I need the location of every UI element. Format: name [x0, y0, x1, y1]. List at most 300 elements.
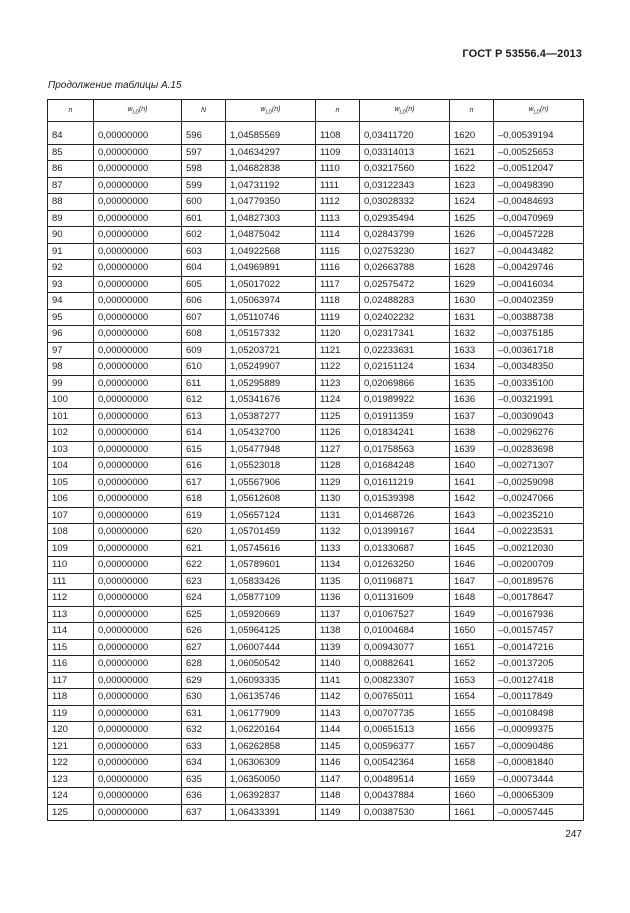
- table-row: [48, 788, 584, 805]
- value-cell: –0,00137205: [494, 656, 584, 673]
- table-row: [48, 738, 584, 755]
- value-cell: –0,00117849: [494, 689, 584, 706]
- value-cell: 1,05249907: [226, 359, 316, 376]
- value-cell: 0,00000000: [94, 408, 182, 425]
- value-cell: –0,00099375: [494, 722, 584, 739]
- value-cell: 0,00000000: [94, 359, 182, 376]
- index-cell: 1129: [316, 474, 360, 491]
- table-row: [48, 524, 584, 541]
- index-cell: 1119: [316, 309, 360, 326]
- value-cell: 0,00000000: [94, 144, 182, 161]
- column-header-subscript: LD: [265, 109, 272, 116]
- index-cell: 1647: [450, 573, 494, 590]
- value-cell: 0,00000000: [94, 705, 182, 722]
- index-cell: 1654: [450, 689, 494, 706]
- value-cell: 0,00000000: [94, 507, 182, 524]
- table-row: [48, 392, 584, 409]
- value-cell: –0,00057445: [494, 804, 584, 821]
- value-cell: –0,00189576: [494, 573, 584, 590]
- table-row: [48, 194, 584, 211]
- index-cell: 1136: [316, 590, 360, 607]
- value-cell: –0,00309043: [494, 408, 584, 425]
- index-cell: 598: [182, 161, 226, 178]
- value-cell: 1,05110746: [226, 309, 316, 326]
- index-cell: 1637: [450, 408, 494, 425]
- index-cell: 1137: [316, 606, 360, 623]
- index-cell: 1127: [316, 441, 360, 458]
- value-cell: 0,01539398: [360, 491, 450, 508]
- index-cell: 1130: [316, 491, 360, 508]
- index-cell: 631: [182, 705, 226, 722]
- value-cell: 0,00000000: [94, 260, 182, 277]
- index-cell: 123: [48, 771, 94, 788]
- index-cell: 106: [48, 491, 94, 508]
- value-cell: 0,00000000: [94, 656, 182, 673]
- standard-header: ГОСТ Р 53556.4—2013: [462, 48, 582, 60]
- index-cell: 633: [182, 738, 226, 755]
- index-cell: 637: [182, 804, 226, 821]
- value-cell: 1,06262858: [226, 738, 316, 755]
- table-row: [48, 540, 584, 557]
- value-cell: 0,03122343: [360, 177, 450, 194]
- value-cell: –0,00416034: [494, 276, 584, 293]
- value-cell: 1,04731192: [226, 177, 316, 194]
- value-cell: 1,05523018: [226, 458, 316, 475]
- index-cell: 1120: [316, 326, 360, 343]
- index-cell: 1651: [450, 639, 494, 656]
- value-cell: 1,05295889: [226, 375, 316, 392]
- value-cell: 0,00000000: [94, 276, 182, 293]
- index-cell: 1148: [316, 788, 360, 805]
- value-cell: 0,00000000: [94, 425, 182, 442]
- index-cell: 609: [182, 342, 226, 359]
- value-cell: 0,00489514: [360, 771, 450, 788]
- value-cell: 1,06135746: [226, 689, 316, 706]
- column-header-7: [450, 100, 494, 122]
- index-cell: 597: [182, 144, 226, 161]
- index-cell: 1110: [316, 161, 360, 178]
- index-cell: 1111: [316, 177, 360, 194]
- index-cell: 625: [182, 606, 226, 623]
- value-cell: 0,00000000: [94, 540, 182, 557]
- index-cell: 1628: [450, 260, 494, 277]
- value-cell: 0,00000000: [94, 738, 182, 755]
- table-row: [48, 672, 584, 689]
- value-cell: 0,00000000: [94, 375, 182, 392]
- value-cell: 1,05341676: [226, 392, 316, 409]
- index-cell: 620: [182, 524, 226, 541]
- index-cell: 1656: [450, 722, 494, 739]
- index-cell: 124: [48, 788, 94, 805]
- index-cell: 85: [48, 144, 94, 161]
- index-cell: 1661: [450, 804, 494, 821]
- value-cell: 1,06392837: [226, 788, 316, 805]
- value-cell: 0,00000000: [94, 573, 182, 590]
- value-cell: –0,00512047: [494, 161, 584, 178]
- value-cell: –0,00457228: [494, 227, 584, 244]
- index-cell: 623: [182, 573, 226, 590]
- value-cell: –0,00065309: [494, 788, 584, 805]
- index-cell: 1636: [450, 392, 494, 409]
- index-cell: 617: [182, 474, 226, 491]
- index-cell: 1655: [450, 705, 494, 722]
- index-cell: 105: [48, 474, 94, 491]
- column-header-symbol: n: [335, 107, 340, 114]
- index-cell: 1624: [450, 194, 494, 211]
- value-cell: 0,00000000: [94, 194, 182, 211]
- index-cell: 1135: [316, 573, 360, 590]
- index-cell: 96: [48, 326, 94, 343]
- index-cell: 1620: [450, 128, 494, 144]
- value-cell: 1,05612608: [226, 491, 316, 508]
- value-cell: 1,05657124: [226, 507, 316, 524]
- value-cell: 0,00000000: [94, 623, 182, 640]
- value-cell: 0,00000000: [94, 161, 182, 178]
- value-cell: 1,05701459: [226, 524, 316, 541]
- value-cell: 0,00000000: [94, 293, 182, 310]
- value-cell: –0,00073444: [494, 771, 584, 788]
- index-cell: 632: [182, 722, 226, 739]
- value-cell: 1,04779350: [226, 194, 316, 211]
- value-cell: 0,03217560: [360, 161, 450, 178]
- value-cell: 0,02663788: [360, 260, 450, 277]
- table-row: [48, 309, 584, 326]
- index-cell: 612: [182, 392, 226, 409]
- index-cell: 600: [182, 194, 226, 211]
- table-header-row: [48, 100, 584, 122]
- value-cell: 0,03411720: [360, 128, 450, 144]
- column-header-symbol: w: [394, 105, 400, 113]
- index-cell: 108: [48, 524, 94, 541]
- value-cell: 1,05920669: [226, 606, 316, 623]
- value-cell: 0,00943077: [360, 639, 450, 656]
- value-cell: 1,05964125: [226, 623, 316, 640]
- table-row: [48, 771, 584, 788]
- index-cell: 115: [48, 639, 94, 656]
- table-row: [48, 177, 584, 194]
- value-cell: 0,00000000: [94, 458, 182, 475]
- value-cell: 0,01989922: [360, 392, 450, 409]
- value-cell: –0,00498390: [494, 177, 584, 194]
- index-cell: 99: [48, 375, 94, 392]
- table-row: [48, 804, 584, 821]
- index-cell: 1149: [316, 804, 360, 821]
- value-cell: 0,00000000: [94, 392, 182, 409]
- value-cell: 1,05745616: [226, 540, 316, 557]
- index-cell: 616: [182, 458, 226, 475]
- page-number: 247: [565, 829, 582, 840]
- index-cell: 1641: [450, 474, 494, 491]
- value-cell: 0,00000000: [94, 672, 182, 689]
- index-cell: 1147: [316, 771, 360, 788]
- index-cell: 1635: [450, 375, 494, 392]
- value-cell: –0,00090486: [494, 738, 584, 755]
- value-cell: –0,00283698: [494, 441, 584, 458]
- value-cell: –0,00388738: [494, 309, 584, 326]
- value-cell: 0,00000000: [94, 771, 182, 788]
- table-row: [48, 689, 584, 706]
- index-cell: 1627: [450, 243, 494, 260]
- table-row: [48, 260, 584, 277]
- index-cell: 1639: [450, 441, 494, 458]
- value-cell: 0,00765011: [360, 689, 450, 706]
- value-cell: 0,00000000: [94, 210, 182, 227]
- table-row: [48, 128, 584, 144]
- value-cell: –0,00108498: [494, 705, 584, 722]
- value-cell: 0,00000000: [94, 326, 182, 343]
- index-cell: 1113: [316, 210, 360, 227]
- value-cell: 1,04969891: [226, 260, 316, 277]
- value-cell: –0,00525653: [494, 144, 584, 161]
- index-cell: 1122: [316, 359, 360, 376]
- value-cell: 0,01611219: [360, 474, 450, 491]
- value-cell: –0,00348350: [494, 359, 584, 376]
- value-cell: –0,00235210: [494, 507, 584, 524]
- index-cell: 111: [48, 573, 94, 590]
- column-header-5: [316, 100, 360, 122]
- index-cell: 1142: [316, 689, 360, 706]
- index-cell: 613: [182, 408, 226, 425]
- index-cell: 1146: [316, 755, 360, 772]
- index-cell: 1138: [316, 623, 360, 640]
- value-cell: 0,03314013: [360, 144, 450, 161]
- value-cell: –0,00157457: [494, 623, 584, 640]
- value-cell: 1,04682838: [226, 161, 316, 178]
- index-cell: 1625: [450, 210, 494, 227]
- index-cell: 627: [182, 639, 226, 656]
- table-row: [48, 458, 584, 475]
- index-cell: 1132: [316, 524, 360, 541]
- index-cell: 1646: [450, 557, 494, 574]
- index-cell: 103: [48, 441, 94, 458]
- value-cell: 0,00000000: [94, 722, 182, 739]
- index-cell: 91: [48, 243, 94, 260]
- value-cell: 0,00000000: [94, 342, 182, 359]
- value-cell: 0,02753230: [360, 243, 450, 260]
- table-row: [48, 210, 584, 227]
- value-cell: 1,06220164: [226, 722, 316, 739]
- value-cell: 0,00000000: [94, 309, 182, 326]
- index-cell: 1644: [450, 524, 494, 541]
- index-cell: 86: [48, 161, 94, 178]
- value-cell: 0,01468726: [360, 507, 450, 524]
- index-cell: 1648: [450, 590, 494, 607]
- value-cell: 1,05477948: [226, 441, 316, 458]
- index-cell: 1638: [450, 425, 494, 442]
- index-cell: 1642: [450, 491, 494, 508]
- value-cell: 1,05017022: [226, 276, 316, 293]
- value-cell: 0,00000000: [94, 491, 182, 508]
- index-cell: 1128: [316, 458, 360, 475]
- value-cell: 0,00707735: [360, 705, 450, 722]
- index-cell: 112: [48, 590, 94, 607]
- value-cell: 1,05387277: [226, 408, 316, 425]
- table-row: [48, 425, 584, 442]
- value-cell: 1,05063974: [226, 293, 316, 310]
- index-cell: 1133: [316, 540, 360, 557]
- index-cell: 624: [182, 590, 226, 607]
- index-cell: 101: [48, 408, 94, 425]
- value-cell: 0,00596377: [360, 738, 450, 755]
- value-cell: 0,02843799: [360, 227, 450, 244]
- value-cell: 1,04922568: [226, 243, 316, 260]
- index-cell: 1143: [316, 705, 360, 722]
- index-cell: 1629: [450, 276, 494, 293]
- column-header-symbol: N: [200, 107, 207, 114]
- column-header-8: [494, 100, 584, 122]
- index-cell: 94: [48, 293, 94, 310]
- value-cell: 0,00000000: [94, 606, 182, 623]
- value-cell: –0,00167936: [494, 606, 584, 623]
- value-cell: 0,00000000: [94, 243, 182, 260]
- value-cell: 0,00387530: [360, 804, 450, 821]
- index-cell: 1632: [450, 326, 494, 343]
- index-cell: 88: [48, 194, 94, 211]
- table-row: [48, 623, 584, 640]
- index-cell: 596: [182, 128, 226, 144]
- index-cell: 97: [48, 342, 94, 359]
- index-cell: 125: [48, 804, 94, 821]
- index-cell: 1141: [316, 672, 360, 689]
- value-cell: 0,00882641: [360, 656, 450, 673]
- value-cell: 1,06177909: [226, 705, 316, 722]
- value-cell: 1,05157332: [226, 326, 316, 343]
- value-cell: 1,05432700: [226, 425, 316, 442]
- table-row: [48, 656, 584, 673]
- index-cell: 628: [182, 656, 226, 673]
- value-cell: 0,00000000: [94, 524, 182, 541]
- value-cell: –0,00443482: [494, 243, 584, 260]
- table-row: [48, 144, 584, 161]
- index-cell: 1123: [316, 375, 360, 392]
- value-cell: –0,00335100: [494, 375, 584, 392]
- index-cell: 614: [182, 425, 226, 442]
- index-cell: 606: [182, 293, 226, 310]
- index-cell: 1643: [450, 507, 494, 524]
- value-cell: 1,06306309: [226, 755, 316, 772]
- index-cell: 95: [48, 309, 94, 326]
- value-cell: 0,01330687: [360, 540, 450, 557]
- index-cell: 1118: [316, 293, 360, 310]
- index-cell: 1626: [450, 227, 494, 244]
- value-cell: –0,00296276: [494, 425, 584, 442]
- column-header-symbol: n: [68, 107, 73, 114]
- index-cell: 122: [48, 755, 94, 772]
- index-cell: 110: [48, 557, 94, 574]
- index-cell: 120: [48, 722, 94, 739]
- value-cell: 0,01131609: [360, 590, 450, 607]
- column-header-symbol: w: [127, 105, 133, 113]
- value-cell: 0,02233631: [360, 342, 450, 359]
- value-cell: 0,00000000: [94, 804, 182, 821]
- index-cell: 1131: [316, 507, 360, 524]
- index-cell: 107: [48, 507, 94, 524]
- value-cell: 1,05877109: [226, 590, 316, 607]
- index-cell: 98: [48, 359, 94, 376]
- index-cell: 1140: [316, 656, 360, 673]
- value-cell: –0,00271307: [494, 458, 584, 475]
- index-cell: 113: [48, 606, 94, 623]
- index-cell: 619: [182, 507, 226, 524]
- table-row: [48, 342, 584, 359]
- index-cell: 1117: [316, 276, 360, 293]
- value-cell: 1,06007444: [226, 639, 316, 656]
- value-cell: 0,00651513: [360, 722, 450, 739]
- index-cell: 607: [182, 309, 226, 326]
- value-cell: –0,00539194: [494, 128, 584, 144]
- index-cell: 104: [48, 458, 94, 475]
- value-cell: –0,00484693: [494, 194, 584, 211]
- index-cell: 626: [182, 623, 226, 640]
- index-cell: 1621: [450, 144, 494, 161]
- table-row: [48, 491, 584, 508]
- value-cell: 0,02935494: [360, 210, 450, 227]
- index-cell: 1145: [316, 738, 360, 755]
- value-cell: 1,05789601: [226, 557, 316, 574]
- value-cell: 0,01067527: [360, 606, 450, 623]
- value-cell: –0,00147216: [494, 639, 584, 656]
- value-cell: –0,00200709: [494, 557, 584, 574]
- value-cell: 1,05833426: [226, 573, 316, 590]
- index-cell: 114: [48, 623, 94, 640]
- index-cell: 121: [48, 738, 94, 755]
- index-cell: 618: [182, 491, 226, 508]
- column-header-4: [226, 100, 316, 122]
- index-cell: 119: [48, 705, 94, 722]
- value-cell: 0,00000000: [94, 128, 182, 144]
- index-cell: 610: [182, 359, 226, 376]
- index-cell: 102: [48, 425, 94, 442]
- index-cell: 629: [182, 672, 226, 689]
- value-cell: 0,02317341: [360, 326, 450, 343]
- index-cell: 1660: [450, 788, 494, 805]
- index-cell: 622: [182, 557, 226, 574]
- value-cell: 1,06350050: [226, 771, 316, 788]
- column-header-1: [48, 100, 94, 122]
- table-row: [48, 474, 584, 491]
- value-cell: 0,02575472: [360, 276, 450, 293]
- index-cell: 1650: [450, 623, 494, 640]
- value-cell: –0,00402359: [494, 293, 584, 310]
- value-cell: 0,00000000: [94, 441, 182, 458]
- value-cell: 1,06050542: [226, 656, 316, 673]
- index-cell: 1115: [316, 243, 360, 260]
- value-cell: 1,04634297: [226, 144, 316, 161]
- index-cell: 117: [48, 672, 94, 689]
- index-cell: 1633: [450, 342, 494, 359]
- value-cell: 0,02402232: [360, 309, 450, 326]
- table-row: [48, 276, 584, 293]
- index-cell: 599: [182, 177, 226, 194]
- index-cell: 1125: [316, 408, 360, 425]
- value-cell: –0,00361718: [494, 342, 584, 359]
- table-row: [48, 557, 584, 574]
- index-cell: 1139: [316, 639, 360, 656]
- index-cell: 611: [182, 375, 226, 392]
- table-row: [48, 590, 584, 607]
- column-header-symbol: w: [260, 105, 266, 113]
- value-cell: 0,01004684: [360, 623, 450, 640]
- value-cell: 1,05203721: [226, 342, 316, 359]
- index-cell: 1634: [450, 359, 494, 376]
- index-cell: 1144: [316, 722, 360, 739]
- index-cell: 605: [182, 276, 226, 293]
- value-cell: 1,04827303: [226, 210, 316, 227]
- value-cell: 0,01684248: [360, 458, 450, 475]
- value-cell: 0,00542364: [360, 755, 450, 772]
- value-cell: 0,00000000: [94, 639, 182, 656]
- value-cell: 0,02488283: [360, 293, 450, 310]
